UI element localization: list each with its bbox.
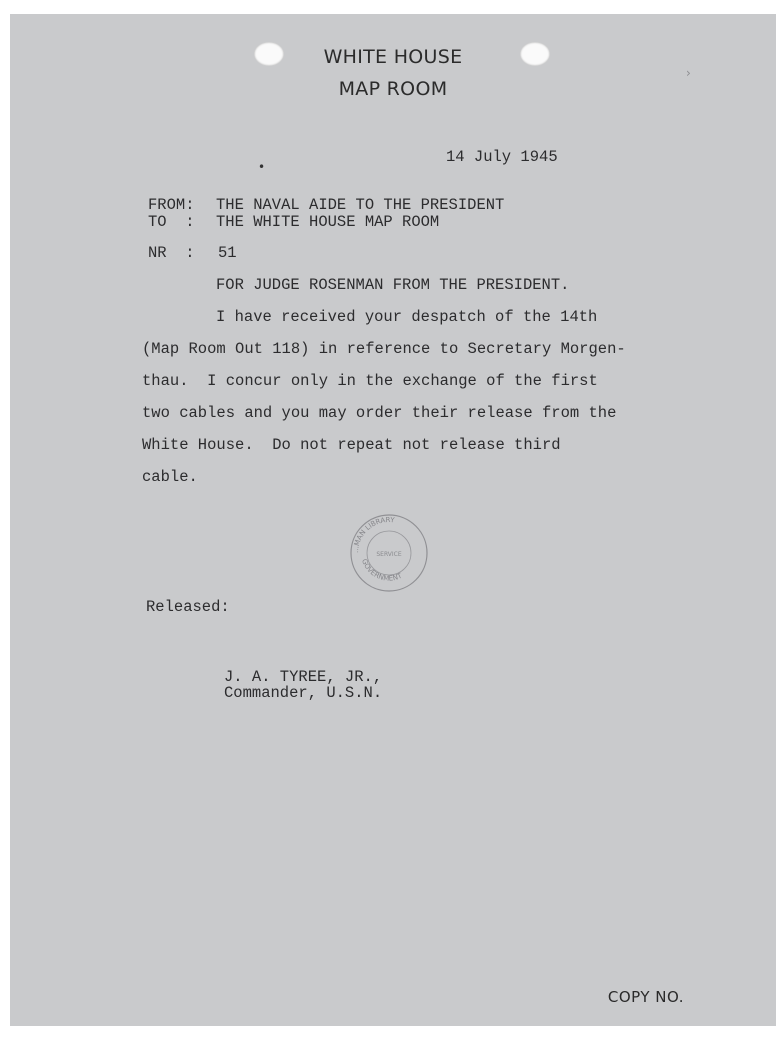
message-line: cable. (142, 468, 198, 486)
released-label: Released: (146, 598, 230, 616)
document-page (10, 14, 776, 1026)
svg-text:GOVERNMENT (360, 558, 404, 583)
pencil-dot: • (258, 160, 266, 174)
document-date: 14 July 1945 (446, 148, 558, 166)
seal-center-text: SERVICE (376, 551, 402, 558)
message-line: (Map Room Out 118) in reference to Secretary Morgen- (142, 340, 626, 358)
header-map-room: MAP ROOM (338, 78, 448, 100)
message-line: I have received your despatch of the 14th (216, 308, 598, 326)
nr-label: NR : (148, 244, 195, 262)
header-white-house: WHITE HOUSE (323, 46, 463, 68)
to-label: TO : (148, 213, 195, 231)
message-addressee: FOR JUDGE ROSENMAN FROM THE PRESIDENT. (216, 276, 570, 294)
svg-text:...MAN LIBRARY (352, 516, 396, 553)
seal-bottom-text: GOVERNMENT (359, 557, 404, 583)
from-value: THE NAVAL AIDE TO THE PRESIDENT (216, 196, 505, 214)
seal-top-text: ...MAN LIBRARY (351, 515, 395, 554)
pencil-mark: › (686, 66, 691, 80)
message-line: White House. Do not repeat not release third (142, 436, 561, 454)
library-seal-stamp (346, 510, 432, 596)
message-line: two cables and you may order their release from the (142, 404, 617, 422)
from-label: FROM: (148, 196, 195, 214)
signer-title: Commander, U.S.N. (224, 684, 383, 702)
to-value: THE WHITE HOUSE MAP ROOM (216, 213, 440, 231)
message-line: thau. I concur only in the exchange of the first (142, 372, 598, 390)
copy-number-label: COPY NO. (607, 988, 684, 1006)
nr-value: 51 (218, 244, 237, 262)
signer-name: J. A. TYREE, JR., (224, 668, 383, 686)
